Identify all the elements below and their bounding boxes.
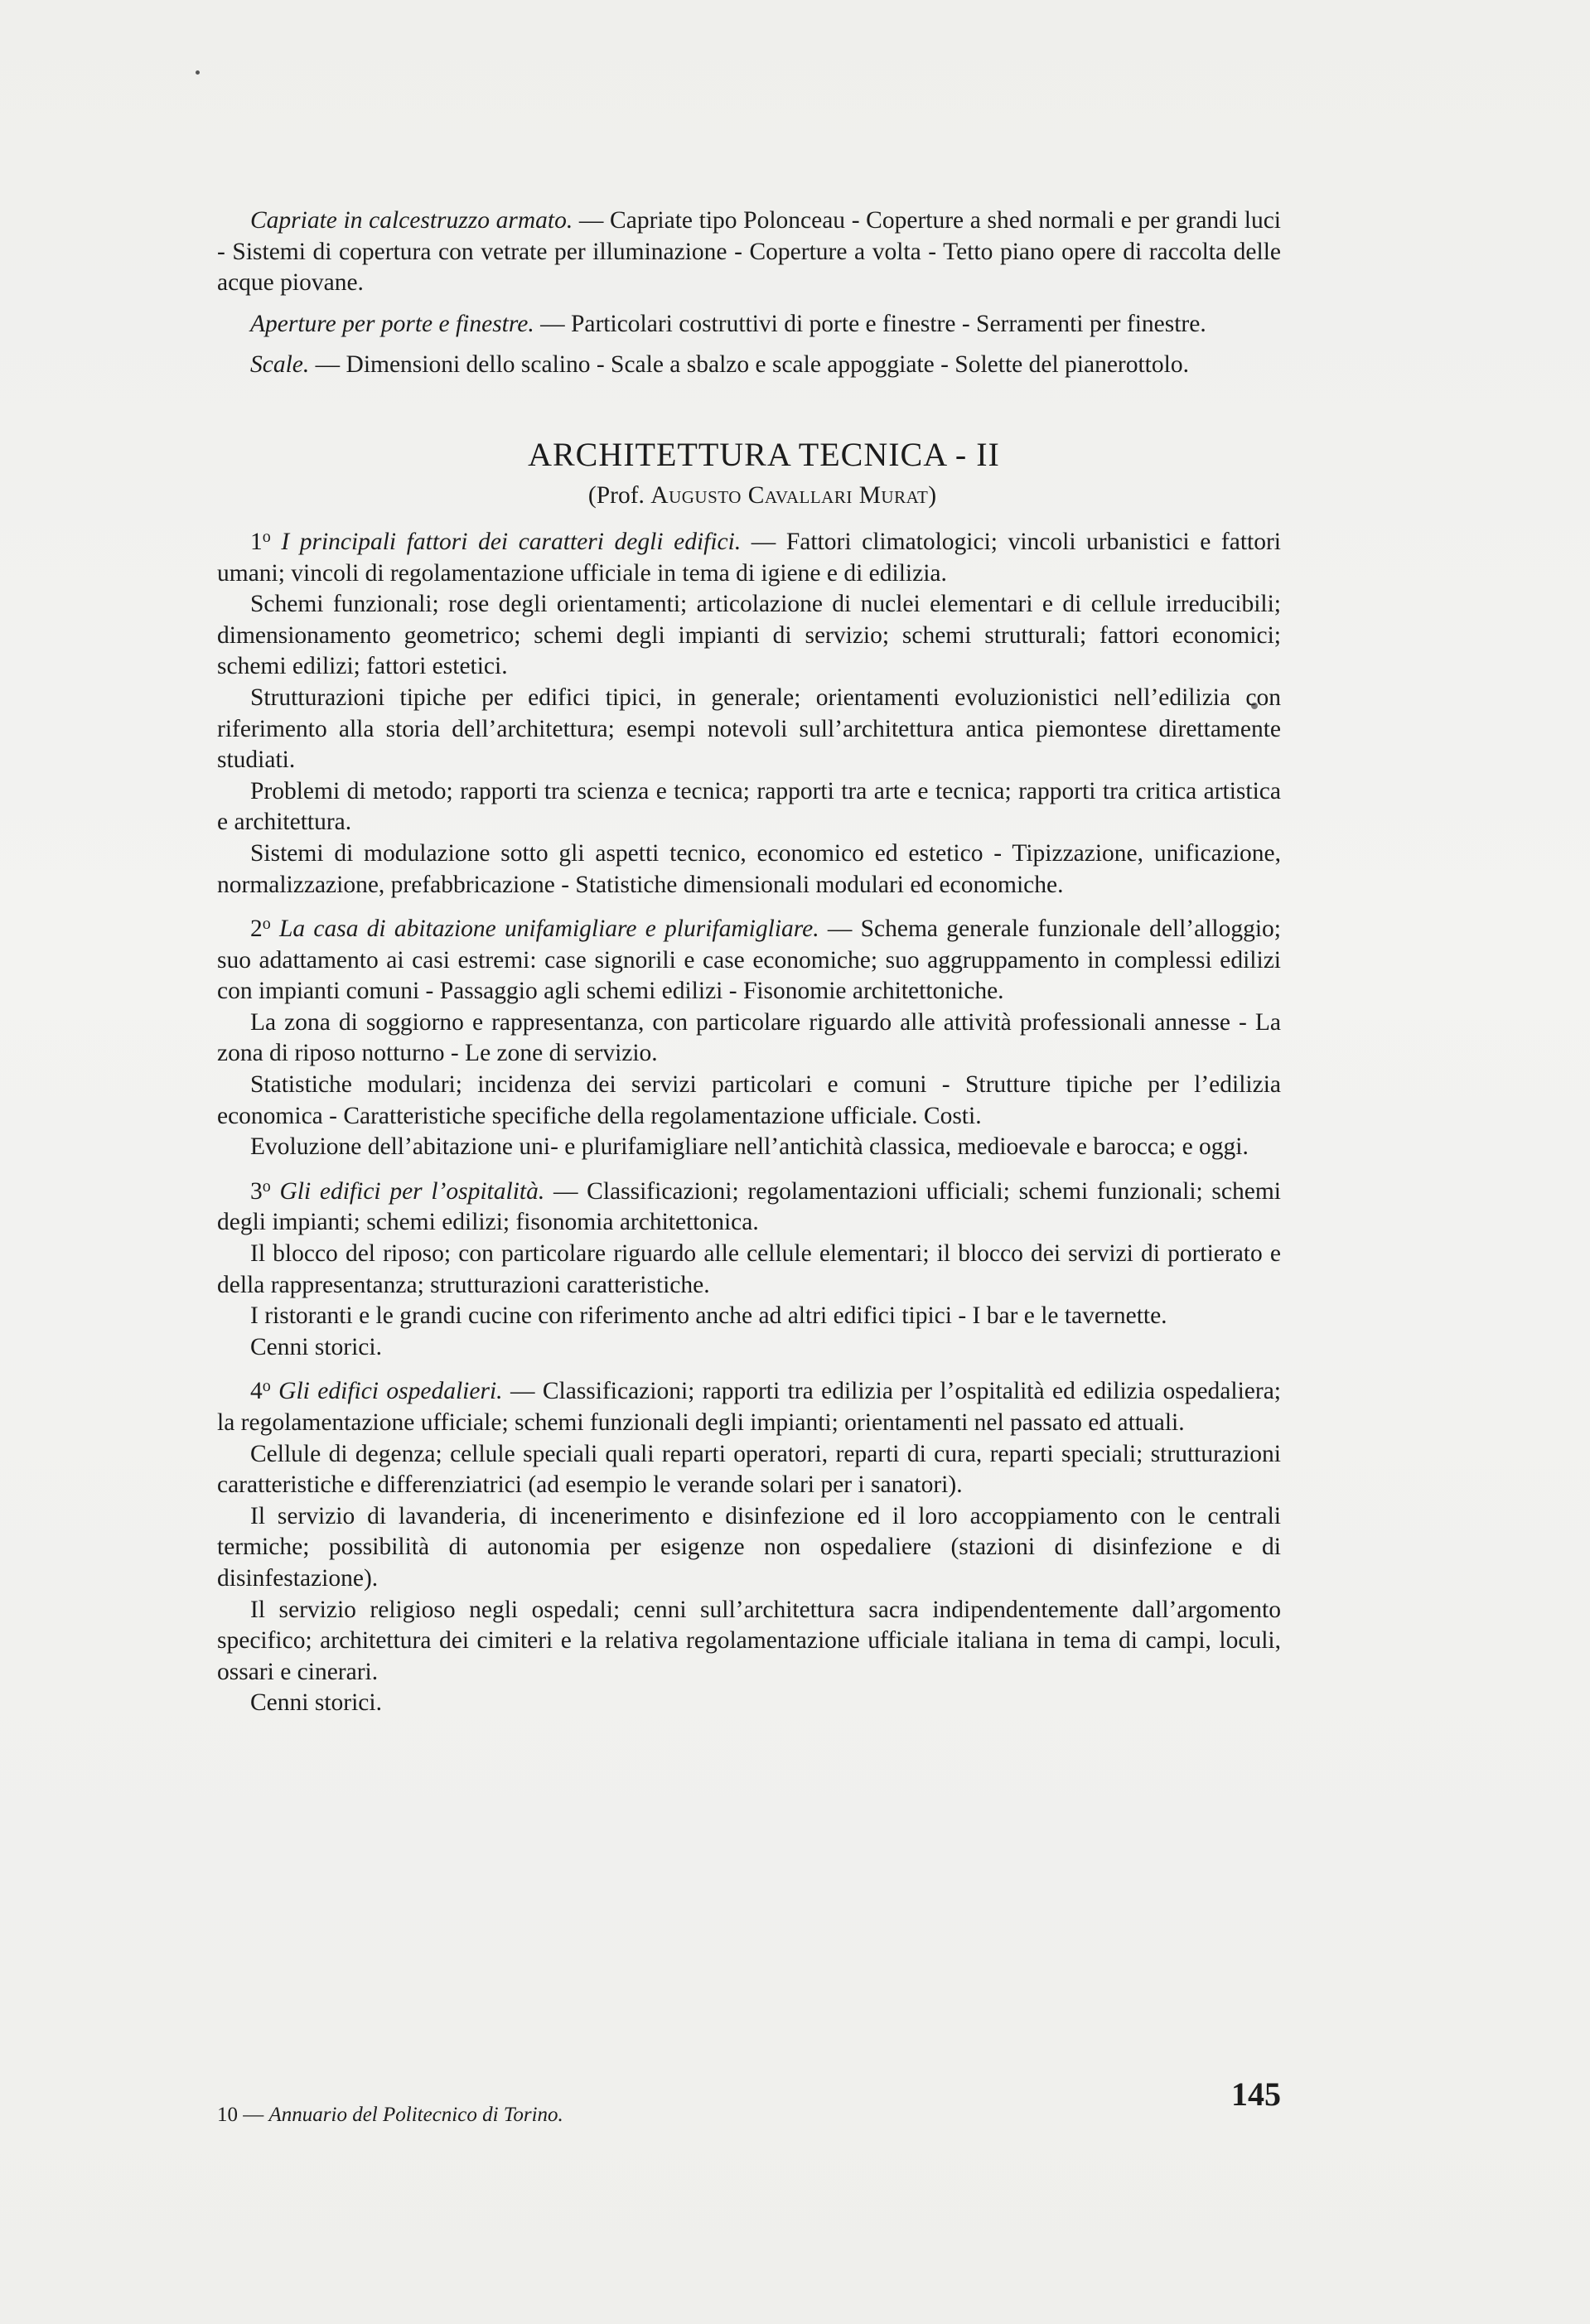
paragraph: Strutturazioni tipiche per edifici tipici, in generale; orientamenti evoluzionistici nell’edilizia con riferimento alla storia dell’architettura; esempi notevoli sull’architettura antica piemontese direttamente studiati.	[217, 684, 1281, 774]
section-heading: ARCHITETTURA TECNICA - II	[528, 435, 1000, 473]
paragraph: Il blocco del riposo; con particolare riguardo alle cellule elementari; il blocco dei servizi di portierato e della rappresentanza; strutturazioni caratteristiche.	[217, 1240, 1281, 1298]
paragraph: Il servizio di lavanderia, di incenerimento e disinfezione ed il loro accoppiamento con le centrali termiche; possibilità di autonomia per esigenze non ospedaliere (stazioni di disinfezione e di disinfestazione).	[217, 1502, 1281, 1592]
sheet-number: 10	[217, 2104, 238, 2126]
paragraph-lead: Scale.	[250, 351, 310, 379]
topic-title: Gli edifici per l’ospitalità.	[279, 1177, 545, 1205]
paragraph: Sistemi di modulazione sotto gli aspetti tecnico, economico ed estetico - Tipizzazione, unificazione, normalizzazione, prefabbricazione - Statistiche dimensionali modulari ed economiche.	[217, 839, 1281, 898]
professor-suffix: )	[928, 481, 937, 509]
paragraph: Schemi funzionali; rose degli orientamenti; articolazione di nuclei elementari e di cellule irreducibili; dimensionamento geometrico; schemi degli impianti di servizio; schemi strutturali; fattori economici; schemi edilizi; fattori estetici.	[217, 591, 1281, 680]
topic-text: — Classificazioni; regolamentazioni ufficiali; schemi funzionali; schemi degli impianti; schemi edilizi; fisonomia architettonica.	[217, 1177, 1281, 1236]
page-footer	[217, 2075, 1281, 2131]
paragraph-lead: Aperture per porte e finestre.	[250, 310, 534, 337]
paragraph	[217, 309, 1281, 341]
paragraph-text: — Particolari costruttivi di porte e finestre - Serramenti per finestre.	[534, 310, 1206, 337]
topic-text: — Schema generale funzionale dell’alloggio; suo adattamento ai casi estremi: case signorili e case economiche; suo aggruppamento in complessi edilizi con impianti comuni - Passaggio agli schemi edilizi - Fisonomie architettoniche.	[217, 916, 1282, 1005]
paragraph: Statistiche modulari; incidenza dei servizi particolari e comuni - Strutture tipiche per l’edilizia economica - Caratteristiche specifiche della regolamentazione ufficiale. Costi.	[217, 1071, 1281, 1129]
topic-number: 1	[250, 528, 263, 555]
paragraph: Problemi di metodo; rapporti tra scienza e tecnica; rapporti tra arte e tecnica; rapporti tra critica artistica e architettura.	[217, 777, 1281, 836]
topic-number: 3	[250, 1177, 263, 1205]
topic-text: — Classificazioni; rapporti tra edilizia per l’ospitalità ed edilizia ospedaliera; la regolamentazione ufficiale; schemi funzionali degli impianti; orientamenti nel passato ed attuali.	[217, 1378, 1281, 1436]
paragraph-lead: Capriate in calcestruzzo armato.	[250, 207, 573, 234]
page-number: 145	[1231, 2075, 1281, 2113]
paragraph: La zona di soggiorno e rappresentanza, con particolare riguardo alle attività professionali annesse - La zona di riposo notturno - Le zone di servizio.	[217, 1008, 1281, 1067]
topic-heading	[217, 1176, 1281, 1239]
paragraph: Cellule di degenza; cellule speciali quali reparti operatori, reparti di cura, reparti speciali; strutturazioni caratteristiche e differenziatrici (ad esempio le verande solari per i sanatori).	[217, 1440, 1281, 1499]
topic-title: La casa di abitazione unifamigliare e plurifamigliare.	[278, 916, 819, 943]
footer-dash: —	[238, 2104, 269, 2126]
paragraph: Il servizio religioso negli ospedali; cenni sull’architettura sacra indipendentemente dall’argomento specifico; architettura dei cimiteri e la relativa regolamentazione ufficiale italiana in tema di campi, loculi, ossari e cinerari.	[217, 1596, 1281, 1685]
paragraph	[217, 205, 1281, 299]
topic-ordinal: o	[262, 1377, 271, 1396]
paragraph-text: — Dimensioni dello scalino - Scale a sbalzo e scale appoggiate - Solette del pianerottolo.	[309, 351, 1189, 379]
paragraph: I ristoranti e le grandi cucine con riferimento anche ad altri edifici tipici - I bar e le tavernette.	[250, 1302, 1167, 1330]
topic-number: 4	[250, 1378, 263, 1405]
professor-prefix: (Prof.	[587, 481, 651, 509]
topic-ordinal: o	[262, 1176, 271, 1196]
topic-heading	[217, 1376, 1281, 1438]
topic-heading	[217, 527, 1281, 589]
footer-signature	[217, 2103, 563, 2128]
text-body	[217, 205, 1281, 1719]
topic-title: I principali fattori dei caratteri degli edifici.	[281, 528, 742, 555]
paragraph	[217, 350, 1281, 381]
speck	[196, 70, 200, 75]
professor-name: Augusto Cavallari Murat	[650, 481, 929, 509]
paragraph-text: — Capriate tipo Polonceau - Coperture a shed normali e per grandi luci - Sistemi di copertura con vetrate per illuminazione - Coperture a volta - Tetto piano opere di raccolta delle acque piovane.	[217, 207, 1281, 297]
topic-ordinal: o	[262, 915, 271, 934]
professor-line	[217, 479, 1281, 512]
paragraph: Cenni storici.	[250, 1689, 382, 1717]
topic-ordinal: o	[262, 527, 271, 546]
topic-heading	[217, 914, 1281, 1007]
publication-title: Annuario del Politecnico di Torino.	[268, 2104, 563, 2126]
topic-title: Gli edifici ospedalieri.	[278, 1378, 503, 1405]
topic-text: — Fattori climatologici; vincoli urbanistici e fattori umani; vincoli di regolamentazione ufficiale in tema di igiene e di edilizia.	[217, 528, 1281, 587]
paragraph: Cenni storici.	[250, 1333, 382, 1360]
topic-number: 2	[250, 916, 263, 943]
paragraph: Evoluzione dell’abitazione uni- e plurifamigliare nell’antichità classica, medioevale e barocca; e oggi.	[250, 1133, 1249, 1161]
